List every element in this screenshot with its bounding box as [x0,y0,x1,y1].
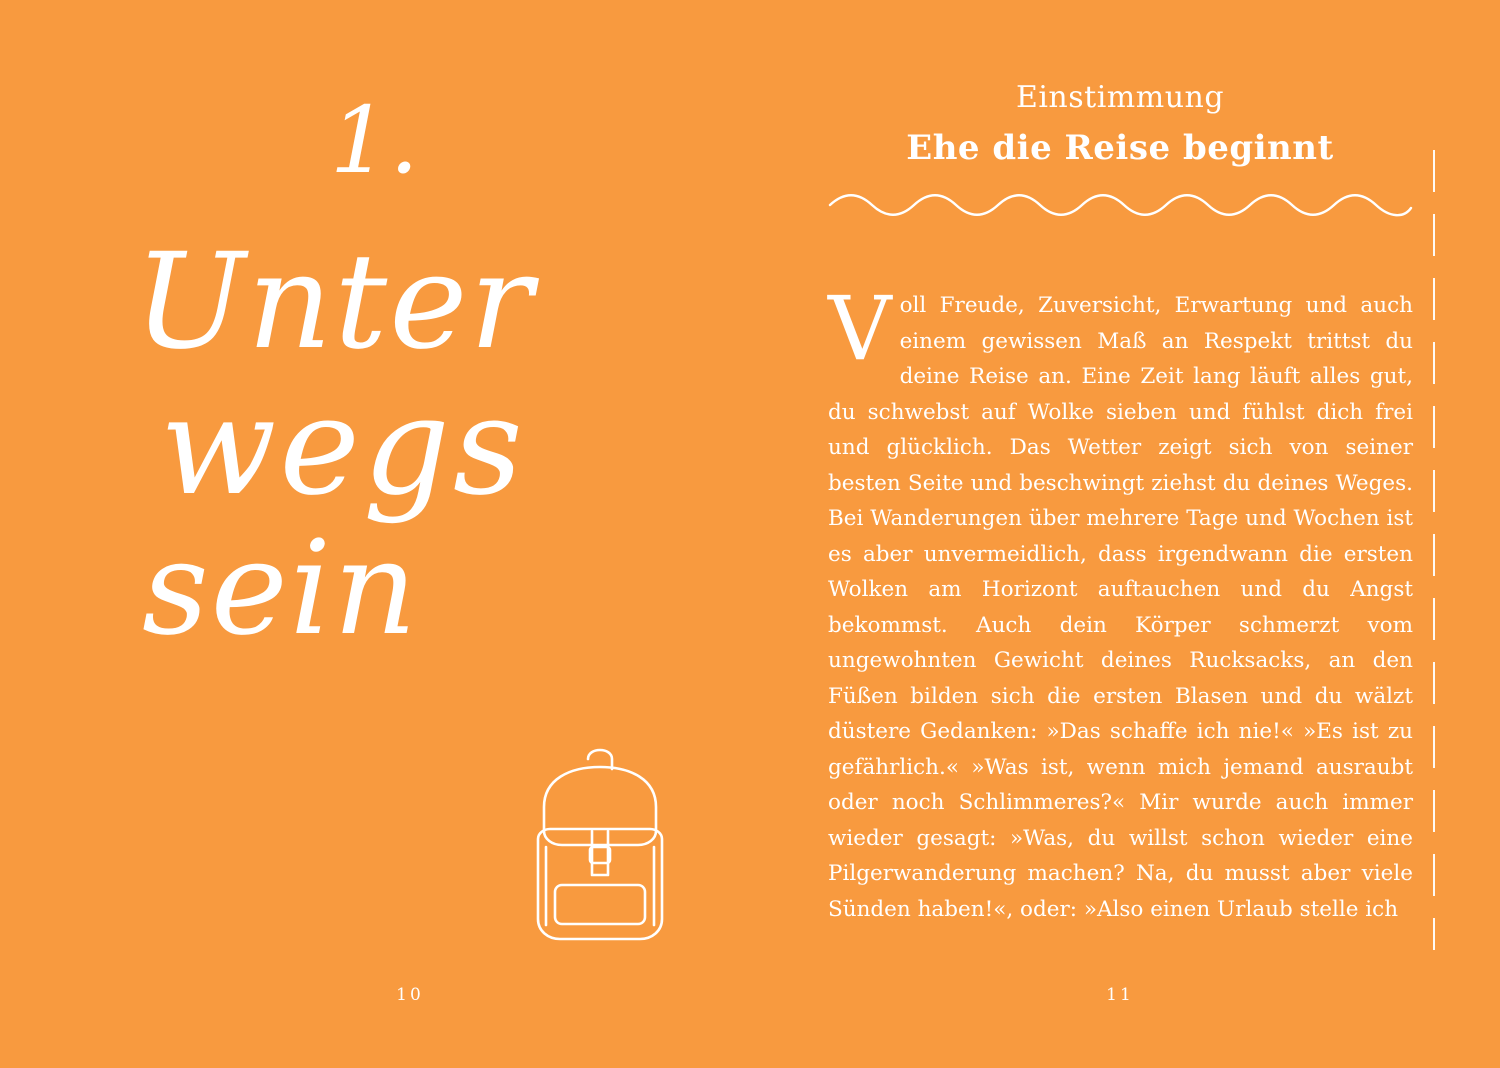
chapter-title-line-3: sein [142,511,419,664]
body-paragraph [828,277,1413,927]
section-eyebrow: Einstimmung [1015,80,1225,115]
chapter-number: 1. [330,87,420,194]
drop-cap: V [828,277,892,380]
right-page [820,0,1500,1068]
chapter-title [120,225,740,760]
body-text: oll Freude, Zuversicht, Erwartung und auch einem gewissen Maß an Respekt trittst du deine Reise an. Eine Zeit lang läuft alles gut, du schwebst auf Wolke sieben und fühlst dich frei und glücklich. Das Wetter zeigt sich von seiner besten Seite und beschwingt ziehst du deines Weges. Bei Wanderungen über mehrere Tage und Wochen ist es aber unvermeidlich, dass irgendwann die ersten Wolken am Horizont auftauchen und du Angst bekommst. Auch dein Körper schmerzt vom ungewohnten Gewicht deines Rucksacks, an den Füßen bilden sich die ersten Blasen und du wälzt düstere Gedanken: »Das schaffe ich nie!« »Es ist zu gefährlich.« »Was ist, wenn mich jemand ausraubt oder noch Schlimmeres?« Mir wurde auch immer wieder gesagt: »Was, du willst schon wieder eine Pilgerwanderung machen? Na, du musst aber viele Sünden haben!«, oder: »Also einen Urlaub stelle ich [828,293,1413,922]
section-title: Ehe die Reise beginnt [906,128,1334,168]
chapter-title-line-2: wegs [160,368,526,527]
page-number-left: 10 [396,985,424,1005]
dashed-margin-rule [1433,150,1435,950]
chapter-title-line-1: Unter [134,225,535,379]
page-number-right: 11 [1106,985,1134,1005]
wavy-divider-icon [828,190,1413,220]
backpack-icon [500,735,700,950]
